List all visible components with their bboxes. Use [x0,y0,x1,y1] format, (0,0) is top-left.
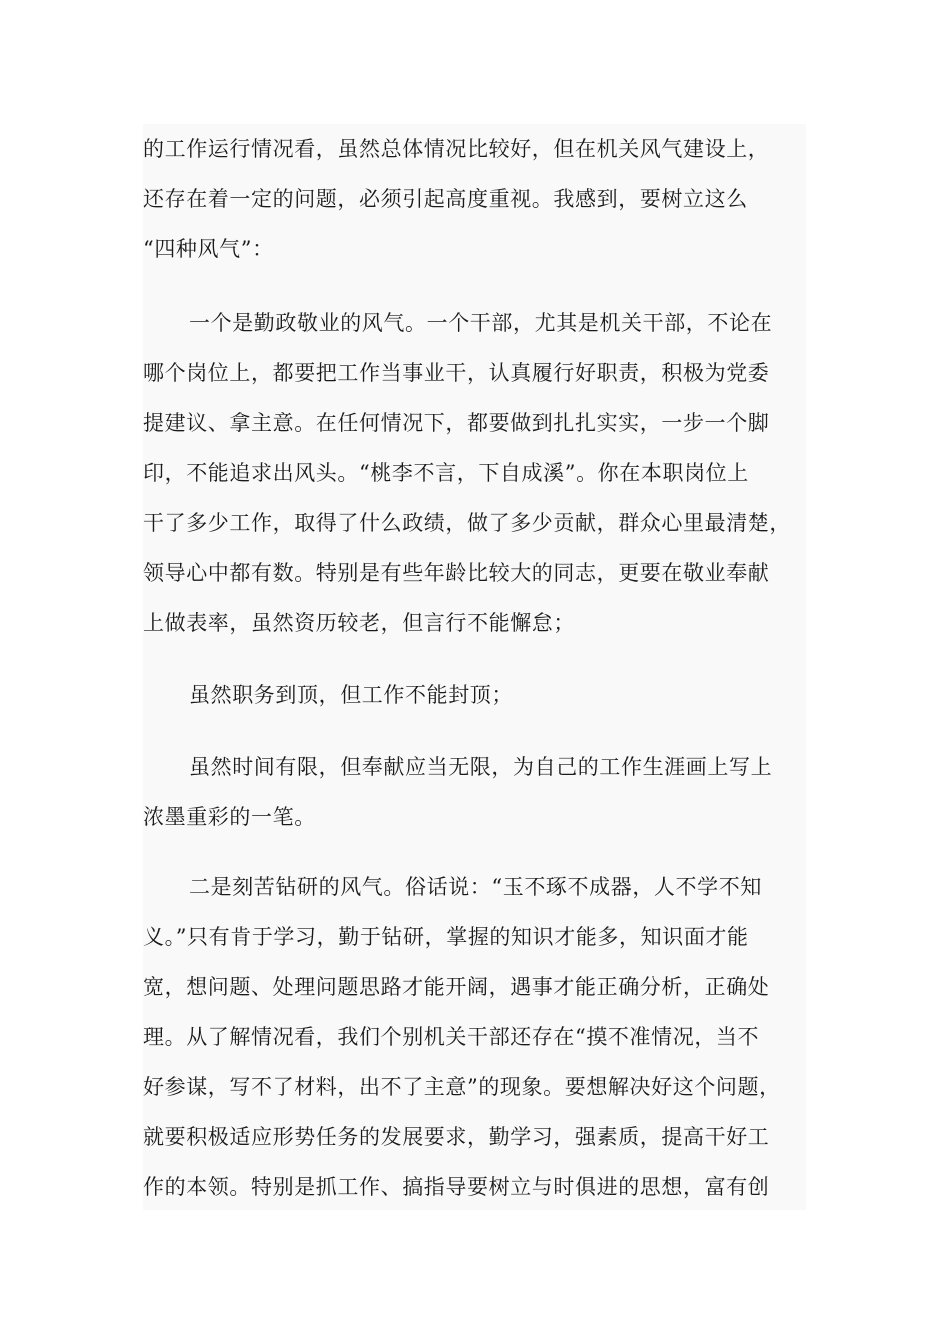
paragraph-line: “四种风气”： [143,237,274,261]
paragraph-line: 印，不能追求出风头。“桃李不言，下自成溪”。你在本职岗位上 [143,461,749,485]
paragraph-2 [143,298,806,648]
paragraph-line: 上做表率，虽然资历较老，但言行不能懈怠； [143,611,575,635]
paragraph-line: 虽然时间有限，但奉献应当无限，为自己的工作生涯画上写上 [189,755,773,779]
paragraph-line: 好参谋，写不了材料，出不了主意”的现象。要想解决好这个问题， [143,1075,781,1099]
paragraph-1 [143,124,806,274]
text-body [143,124,806,1210]
paragraph-line: 哪个岗位上，都要把工作当事业干，认真履行好职责，积极为党委 [143,361,770,385]
paragraph-line: 提建议、拿主意。在任何情况下，都要做到扎扎实实，一步一个脚 [143,411,770,435]
paragraph-line: 一个是勤政敬业的风气。一个干部，尤其是机关干部，不论在 [189,311,773,335]
paragraph-5 [143,862,806,1212]
paragraph-3 [143,670,806,720]
paragraph-line: 作的本领。特别是抓工作、搞指导要树立与时俱进的思想，富有创 [143,1175,770,1199]
paragraph-line: 虽然职务到顶，但工作不能封顶； [189,683,513,707]
paragraph-line: 宽，想问题、处理问题思路才能开阔，遇事才能正确分析，正确处 [143,975,770,999]
paragraph-4 [143,742,806,842]
paragraph-line: 领导心中都有数。特别是有些年龄比较大的同志，更要在敬业奉献 [143,561,770,585]
paragraph-line: 干了多少工作，取得了什么政绩，做了多少贡献，群众心里最清楚， [143,511,791,535]
paragraph-line: 就要积极适应形势任务的发展要求，勤学习，强素质，提高干好工 [143,1125,770,1149]
paragraph-line: 二是刻苦钻研的风气。俗话说：“玉不琢不成器，人不学不知 [189,875,762,899]
paragraph-line: 的工作运行情况看，虽然总体情况比较好，但在机关风气建设上， [143,137,770,161]
paragraph-line: 浓墨重彩的一笔。 [143,805,316,829]
paragraph-line: 义。”只有肯于学习，勤于钻研，掌握的知识才能多，知识面才能 [143,925,749,949]
paragraph-line: 还存在着一定的问题，必须引起高度重视。我感到，要树立这么 [143,187,748,211]
paragraph-line: 理。从了解情况看，我们个别机关干部还存在“摸不准情况，当不 [143,1025,760,1049]
